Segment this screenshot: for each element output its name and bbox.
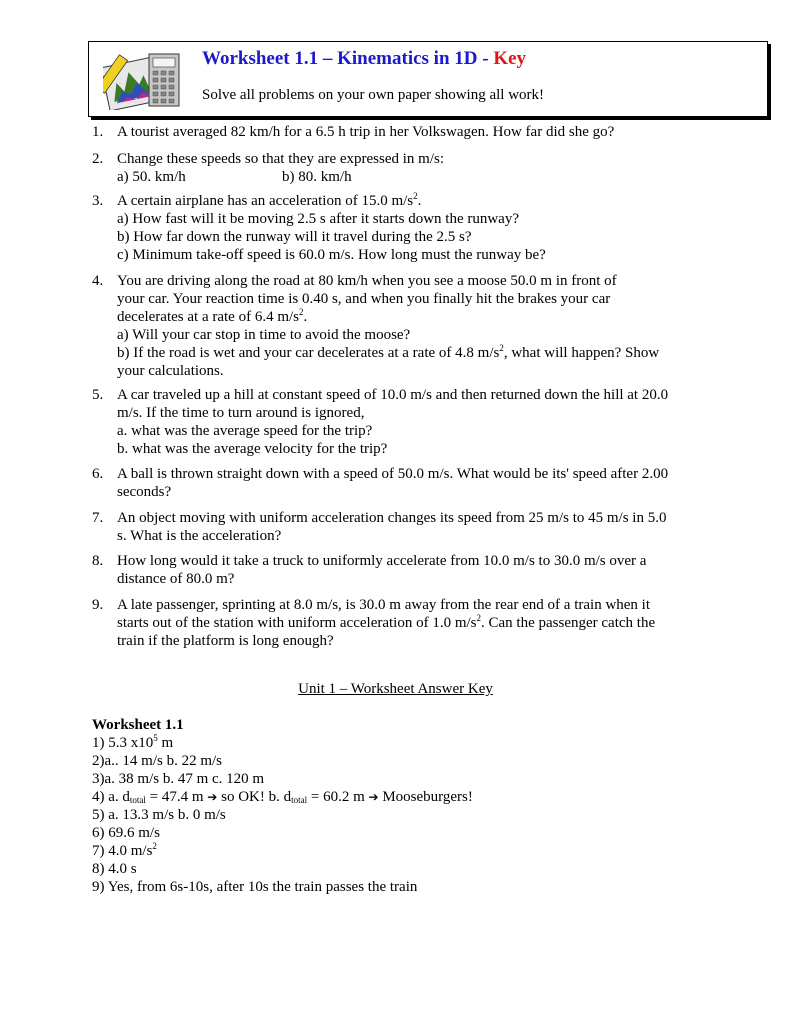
instructions: Solve all problems on your own paper showing all work! xyxy=(202,87,545,103)
question-text: A late passenger, sprinting at 8.0 m/s, is 30.0 m away from the rear end of a train when it xyxy=(117,597,651,613)
answer-list xyxy=(92,716,473,896)
text-part: , what will happen? Show xyxy=(503,345,660,361)
text-part: m xyxy=(157,735,174,751)
text-part: starts out of the station with uniform acceleration of 1.0 m/s xyxy=(117,615,477,631)
text-part: . xyxy=(303,309,308,325)
answer-3: 3)a. 38 m/s b. 47 m c. 120 m xyxy=(92,771,265,787)
question-text: m/s. If the time to turn around is ignored, xyxy=(117,405,365,421)
answer-8: 8) 4.0 s xyxy=(92,861,137,877)
question-number: 2. xyxy=(92,151,104,167)
worksheet-title xyxy=(202,48,526,70)
answer-2: 2)a.. 14 m/s b. 22 m/s xyxy=(92,753,222,769)
question-text: seconds? xyxy=(117,484,172,500)
text-part: 4) a. d xyxy=(92,789,130,805)
question-text: your calculations. xyxy=(117,363,224,379)
arrow-right-icon: ➔ xyxy=(368,790,379,804)
question-text: An object moving with uniform acceleration changes its speed from 25 m/s to 45 m/s in 5.0 xyxy=(117,510,667,526)
superscript: 5 xyxy=(153,733,158,743)
question-part-a: a) Will your car stop in time to avoid the moose? xyxy=(117,327,411,343)
text-part: A certain airplane has an acceleration of 15.0 m/s xyxy=(117,193,414,209)
question-text: How long would it take a truck to uniformly accelerate from 10.0 m/s to 30.0 m/s over a xyxy=(117,553,647,569)
text-part: . Can the passenger catch the xyxy=(481,615,656,631)
text-part: 7) 4.0 m/s xyxy=(92,843,153,859)
answer-1 xyxy=(92,734,473,752)
question-part-b: b. what was the average velocity for the trip? xyxy=(117,441,388,457)
part-b: b) 80. km/h xyxy=(282,169,352,185)
question-number: 7. xyxy=(92,510,104,526)
superscript: 2 xyxy=(299,307,304,317)
question-number: 5. xyxy=(92,387,104,403)
question-text: train if the platform is long enough? xyxy=(117,633,334,649)
heading-text: Unit 1 – Worksheet Answer Key xyxy=(298,681,493,697)
text-part: so OK! b. d xyxy=(217,789,292,805)
question-number: 6. xyxy=(92,466,104,482)
text-part: b) If the road is wet and your car decelerates at a rate of 4.8 m/s xyxy=(117,345,500,361)
question-text: A car traveled up a hill at constant speed of 10.0 m/s and then returned down the hill at 20.0 xyxy=(117,387,669,403)
arrow-right-icon: ➔ xyxy=(207,790,218,804)
question-part-a: a. what was the average speed for the trip? xyxy=(117,423,373,439)
question-part-a: a) How fast will it be moving 2.5 s after it starts down the runway? xyxy=(117,211,519,227)
superscript: 2 xyxy=(499,343,504,353)
question-number: 4. xyxy=(92,273,104,289)
answer-6: 6) 69.6 m/s xyxy=(92,825,160,841)
text-part: = 60.2 m xyxy=(307,789,369,805)
text-part: 1) 5.3 x10 xyxy=(92,735,154,751)
calculator-chart-icon xyxy=(103,50,183,110)
question-text: Change these speeds so that they are expressed in m/s: xyxy=(117,151,444,167)
question-part-b xyxy=(117,344,697,362)
superscript: 2 xyxy=(413,191,418,201)
question-text xyxy=(117,614,697,632)
title-key: Key xyxy=(493,48,527,69)
superscript: 2 xyxy=(152,841,157,851)
subscript: total xyxy=(291,795,308,805)
question-text: s. What is the acceleration? xyxy=(117,528,282,544)
answer-9: 9) Yes, from 6s-10s, after 10s the train passes the train xyxy=(92,879,418,895)
question-number: 3. xyxy=(92,193,104,209)
question-text xyxy=(117,192,697,210)
question-text: A tourist averaged 82 km/h for a 6.5 h trip in her Volkswagen. How far did she go? xyxy=(117,124,615,140)
question-text xyxy=(117,308,697,326)
question-text: distance of 80.0 m? xyxy=(117,571,235,587)
worksheet-label: Worksheet 1.1 xyxy=(92,717,184,733)
answer-5: 5) a. 13.3 m/s b. 0 m/s xyxy=(92,807,226,823)
question-part-b: b) How far down the runway will it travel during the 2.5 s? xyxy=(117,229,472,245)
question-text: A ball is thrown straight down with a speed of 50.0 m/s. What would be its' speed after 2.00 xyxy=(117,466,669,482)
answer-7 xyxy=(92,842,473,860)
question-text: You are driving along the road at 80 km/h when you see a moose 50.0 m in front of xyxy=(117,273,617,289)
text-part: = 47.4 m xyxy=(145,789,208,805)
question-parts xyxy=(117,168,697,186)
subscript: total xyxy=(129,795,146,805)
part-a: a) 50. km/h xyxy=(117,169,186,185)
superscript: 2 xyxy=(476,613,482,623)
answer-key-heading xyxy=(0,681,791,698)
header-box xyxy=(88,41,768,117)
text-part: decelerates at a rate of 6.4 m/s xyxy=(117,309,299,325)
question-number: 9. xyxy=(92,597,104,613)
answer-4 xyxy=(92,788,473,806)
text-part: . xyxy=(417,193,422,209)
question-number: 1. xyxy=(92,124,104,140)
question-text: your car. Your reaction time is 0.40 s, and when you finally hit the brakes your car xyxy=(117,291,611,307)
title-text: Worksheet 1.1 – Kinematics in 1D - xyxy=(202,48,494,69)
text-part: Mooseburgers! xyxy=(378,789,473,805)
question-number: 8. xyxy=(92,553,104,569)
question-part-c: c) Minimum take-off speed is 60.0 m/s. How long must the runway be? xyxy=(117,247,546,263)
